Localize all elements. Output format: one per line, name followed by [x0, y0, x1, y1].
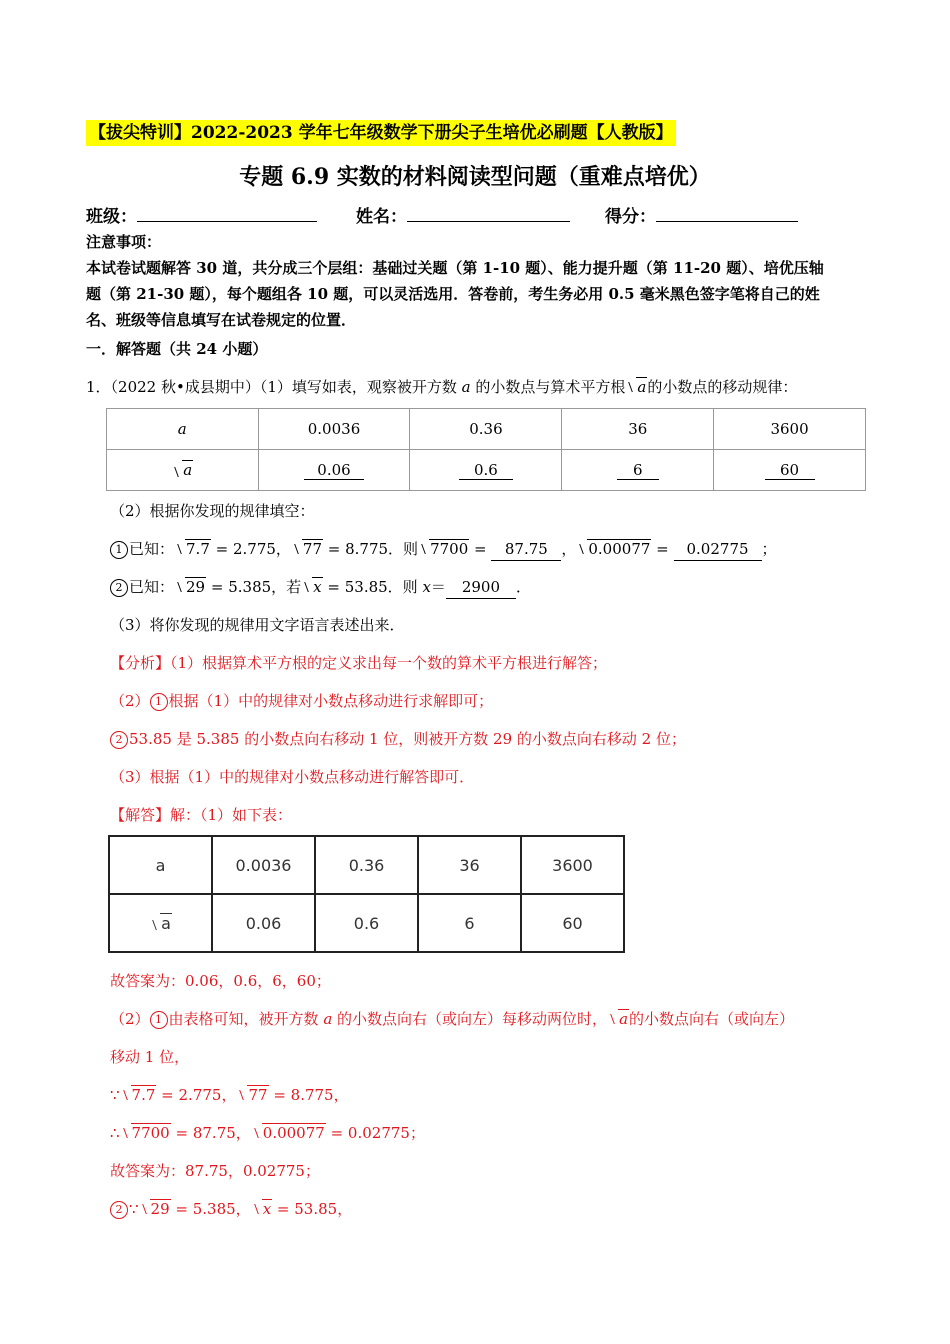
- notes-heading: 注意事项：: [86, 233, 162, 251]
- text: = 8.775．则: [323, 540, 419, 558]
- answer-blank[interactable]: 0.6: [459, 461, 513, 480]
- name-blank[interactable]: [407, 203, 570, 222]
- analysis-line-4: （3）根据（1）中的规律对小数点移动进行解答即可．: [110, 768, 475, 786]
- sqrt-symbol: [577, 538, 651, 560]
- answer-blank[interactable]: 2900: [446, 576, 516, 599]
- sqrt-symbol: [121, 1122, 171, 1144]
- solution-intro: [110, 804, 292, 826]
- analysis-line-1: [110, 652, 607, 674]
- text: 由表格可知，被开方数: [168, 1010, 324, 1028]
- solution-line-2-cont: 移动 1 位，: [110, 1048, 190, 1066]
- table-cell: 36: [562, 409, 714, 450]
- text: （1）根据算术平方根的定义求出每一个数的算术平方根进行解答；: [170, 654, 608, 672]
- page-title: 专题 6.9 实数的材料阅读型问题（重难点培优）: [239, 164, 711, 190]
- stem-text: 的小数点与算术平方根: [470, 378, 626, 396]
- text: = 2.775，: [156, 1086, 237, 1104]
- sqrt-symbol: [175, 538, 211, 560]
- text: =: [469, 540, 492, 558]
- text: ；: [761, 540, 777, 558]
- text: （2）: [110, 1010, 150, 1028]
- part-2-item-2: [110, 576, 531, 599]
- circled-number: 2: [110, 579, 128, 597]
- question-1-stem: [86, 376, 797, 398]
- circled-number: 1: [110, 541, 128, 559]
- radicand: a: [161, 913, 171, 933]
- section-heading: 一．解答题（共 24 小题）: [86, 340, 268, 358]
- table-row: [107, 450, 866, 491]
- radicand: 0.00077: [588, 540, 651, 558]
- text: 根据（1）中的规律对小数点移动进行求解即可；: [168, 692, 494, 710]
- radicand: a: [637, 378, 647, 396]
- table-cell: [562, 450, 714, 491]
- answer-blank[interactable]: 0.02775: [674, 538, 762, 561]
- sqrt-symbol: [252, 1198, 272, 1220]
- sqrt-symbol: [175, 576, 206, 598]
- question-table: [106, 408, 866, 491]
- sqrt-symbol: [140, 1198, 171, 1220]
- table-cell: 0.36: [410, 409, 562, 450]
- text: = 5.385，: [170, 1200, 251, 1218]
- stem-var: a: [461, 378, 471, 396]
- radicand: 7.7: [186, 540, 210, 558]
- table-row: [109, 894, 624, 952]
- answer-blank[interactable]: 6: [617, 461, 659, 480]
- name-field: [356, 203, 570, 230]
- sqrt-symbol: [252, 1122, 326, 1144]
- table-cell: 6: [418, 894, 521, 952]
- sqrt-symbol: [172, 461, 193, 479]
- answer-blank[interactable]: 0.06: [304, 461, 364, 480]
- radicand: a: [619, 1010, 629, 1028]
- table-cell: [107, 450, 259, 491]
- radicand: 7700: [430, 540, 469, 558]
- table-cell: [714, 450, 866, 491]
- radicand: x: [262, 1200, 272, 1218]
- text: = 2.775，: [210, 540, 291, 558]
- class-field: [86, 203, 317, 230]
- text: 解：（1）如下表：: [170, 806, 293, 824]
- table-row: [109, 836, 624, 894]
- radicand: 29: [186, 578, 206, 596]
- table-cell: 60: [521, 894, 624, 952]
- answer-blank[interactable]: 87.75: [491, 538, 561, 561]
- text: ＝: [430, 578, 446, 596]
- circled-number: 2: [110, 1201, 128, 1219]
- table-cell: a: [109, 836, 212, 894]
- because-symbol: ∵: [110, 1086, 120, 1104]
- text: 的小数点向右（或向左）: [629, 1010, 795, 1028]
- header-banner: 【拔尖特训】2022-2023 学年七年级数学下册尖子生培优必刷题【人教版】: [86, 120, 676, 146]
- radicand: a: [183, 461, 193, 479]
- class-blank[interactable]: [137, 203, 317, 222]
- radicand: x: [313, 578, 322, 596]
- text: = 87.75，: [170, 1124, 251, 1142]
- text: ，: [561, 540, 577, 558]
- text: = 8.775，: [268, 1086, 349, 1104]
- table-cell: [109, 894, 212, 952]
- circled-number: 1: [150, 693, 168, 711]
- sqrt-symbol: [626, 376, 647, 398]
- analysis-label: 【分析】: [110, 654, 171, 672]
- solution-therefore-line: [110, 1122, 425, 1144]
- sqrt-symbol: [121, 1084, 157, 1106]
- radicand: 0.00077: [262, 1124, 325, 1142]
- table-cell: 3600: [521, 836, 624, 894]
- sqrt-symbol: [608, 1008, 629, 1030]
- sqrt-symbol: [302, 576, 322, 598]
- table-cell: 0.6: [315, 894, 418, 952]
- text: = 0.02775；: [325, 1124, 425, 1142]
- solution-table-image: [108, 835, 625, 953]
- text: ．: [515, 578, 531, 596]
- radicand: 77: [248, 1086, 268, 1104]
- notes-line-1: 本试卷试题解答 30 道，共分成三个层组：基础过关题（第 1-10 题）、能力提升题（第 11-20 题）、培优压轴: [86, 259, 824, 277]
- part-3-heading: （3）将你发现的规律用文字语言表述出来．: [110, 616, 405, 634]
- solution-last-line: [110, 1198, 352, 1220]
- text: 53.85 是 5.385 的小数点向右移动 1 位，则被开方数 29 的小数点向右移动 2 位；: [129, 730, 686, 748]
- text: = 5.385，若: [206, 578, 302, 596]
- solution-label: 【解答】: [110, 806, 171, 824]
- table-row: [107, 409, 866, 450]
- table-cell: [107, 409, 259, 450]
- score-field: [605, 203, 798, 230]
- answer-blank[interactable]: 60: [765, 461, 815, 480]
- name-label: 姓名：: [356, 207, 407, 227]
- notes-line-3: 名、班级等信息填写在试卷规定的位置．: [86, 311, 357, 329]
- table-cell: [410, 450, 562, 491]
- stem-text: 的小数点的移动规律：: [647, 378, 798, 396]
- text: 已知：: [129, 578, 175, 596]
- radicand: 7700: [131, 1124, 170, 1142]
- circled-number: 2: [110, 731, 128, 749]
- because-symbol: ∵: [129, 1200, 139, 1218]
- radicand: 29: [150, 1200, 170, 1218]
- part-2-heading: （2）根据你发现的规律填空：: [110, 502, 315, 520]
- notes-line-2: 题（第 21-30 题），每个题组各 10 题，可以灵活选用．答卷前，考生务必用 0.5 毫米黑色签字笔将自己的姓: [86, 285, 820, 303]
- solution-answer-1: 故答案为：0.06，0.6，6，60；: [110, 972, 331, 990]
- stem-text: 1．（2022 秋•成县期中）（1）填写如表，观察被开方数: [86, 378, 462, 396]
- text: =: [651, 540, 674, 558]
- table-cell: 0.06: [212, 894, 315, 952]
- text: 的小数点向右（或向左）每移动两位时，: [332, 1010, 608, 1028]
- table-cell: 0.0036: [212, 836, 315, 894]
- table-cell: 0.36: [315, 836, 418, 894]
- score-blank[interactable]: [656, 203, 798, 222]
- radicand: 77: [302, 540, 323, 558]
- text: （2）: [110, 692, 150, 710]
- score-label: 得分：: [605, 207, 656, 227]
- analysis-line-3: [110, 728, 686, 750]
- circled-number: 1: [150, 1011, 168, 1029]
- text: 已知：: [129, 540, 175, 558]
- solution-line-2: [110, 1008, 794, 1030]
- table-cell: [258, 450, 410, 491]
- table-cell: 36: [418, 836, 521, 894]
- analysis-line-2: [110, 690, 493, 712]
- radicand: 7.7: [131, 1086, 156, 1104]
- cell-text: a: [177, 420, 187, 438]
- table-cell: 3600: [714, 409, 866, 450]
- sqrt-symbol: [150, 914, 172, 933]
- solution-answer-2: 故答案为：87.75，0.02775；: [110, 1162, 320, 1180]
- part-2-item-1: [110, 538, 777, 561]
- var: a: [323, 1010, 333, 1028]
- text: = 53.85．则: [322, 578, 423, 596]
- therefore-symbol: ∴: [110, 1124, 120, 1142]
- sqrt-symbol: [292, 538, 323, 560]
- sqrt-symbol: [237, 1084, 268, 1106]
- var: x: [422, 578, 431, 596]
- table-cell: 0.0036: [258, 409, 410, 450]
- class-label: 班级：: [86, 207, 137, 227]
- sqrt-symbol: [419, 538, 469, 560]
- text: = 53.85，: [272, 1200, 353, 1218]
- solution-because-line: [110, 1084, 349, 1106]
